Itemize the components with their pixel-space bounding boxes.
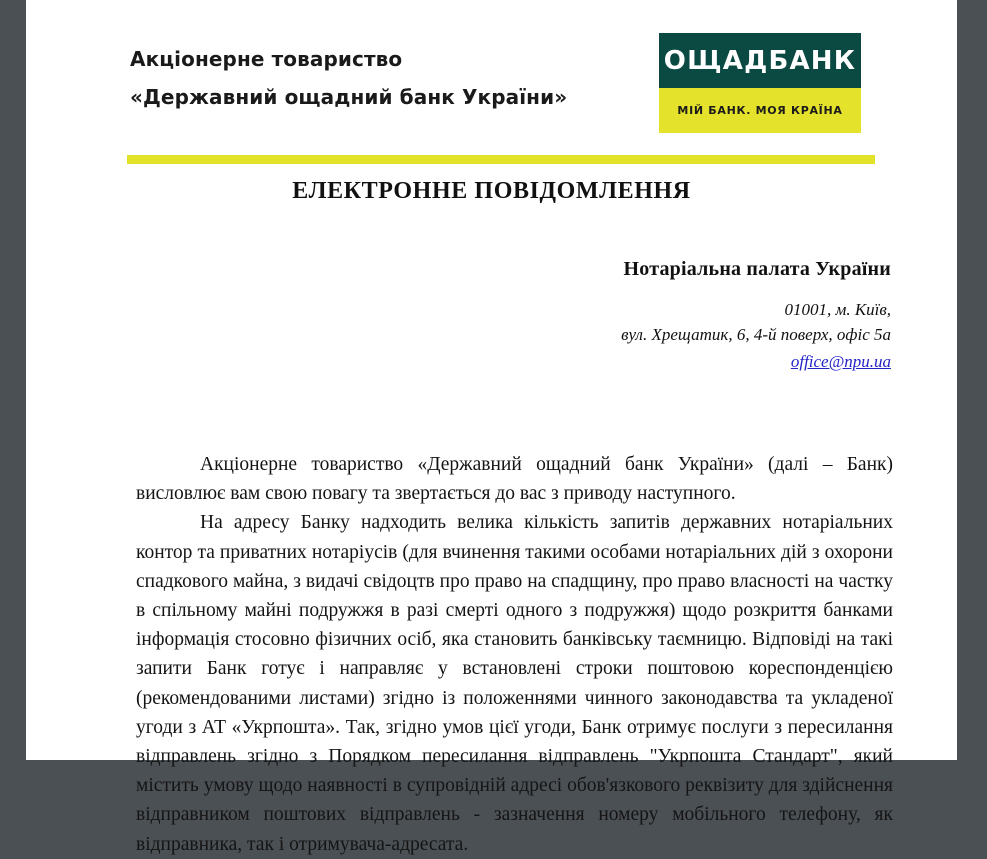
logo-slogan-text: МІЙ БАНК. МОЯ КРАЇНА: [677, 104, 843, 117]
addressee-name: Нотаріальна палата України: [623, 258, 891, 280]
organization-name-line2: «Державний ощадний банк України»: [130, 85, 568, 109]
letter-page: [26, 0, 957, 855]
letterhead-divider: [127, 155, 875, 164]
addressee-address-line1: 01001, м. Київ,: [784, 300, 891, 319]
addressee-address-line2: вул. Хрещатик, 6, 4-й поверх, офіс 5а: [621, 325, 891, 344]
organization-name-line1: Акціонерне товариство: [130, 47, 403, 71]
logo-brand-band: [659, 33, 861, 88]
document-title: ЕЛЕКТРОННЕ ПОВІДОМЛЕННЯ: [292, 178, 691, 204]
logo-slogan-band: [659, 88, 861, 133]
letter-body: [136, 450, 893, 859]
logo-brand-text: ОЩАДБАНК: [663, 45, 857, 76]
addressee-address: [446, 297, 891, 374]
viewer-gutter-left: [0, 0, 26, 760]
letterhead: [26, 0, 957, 150]
oschadbank-logo: [659, 33, 861, 133]
body-paragraph-1: Акціонерне товариство «Державний ощадний банк України» (далі – Банк) висловлює вам свою повагу та звертається до вас з приводу наступного.: [136, 454, 893, 505]
body-paragraph-2: На адресу Банку надходить велика кількість запитів державних нотаріальних контор та приватних нотаріусів (для вчинення такими особами нотаріальних дій з охорони спадкового майна, з видачі свідоцтв про право на спадщину, про право власності на частку в спільному майні подружжя в разі смерті одного з подружжя) щодо розкриття банками інформація стосовно фізичних осіб, яка становить банківську таємницю. Відповіді на такі запити Банк готує і направляє у встановлені строки поштовою кореспонденцією (рекомендованими листами) згідно із положеннями чинного законодавства та укладеної угоди з АТ «Укрпошта». Так, згідно умов цієї угоди, Банк отримує послуги з пересилання відправлень згідно з Порядком пересилання відправлень "Укрпошта Стандарт", який містить умову щодо наявності в супровідній адресі обов'язкового реквізиту для здійснення відправником поштових відправлень - зазначення номеру мобільного телефону, як відправника, так і отримувача-адресата.: [136, 512, 893, 855]
addressee-email-link[interactable]: office@npu.ua: [790, 352, 891, 371]
addressee-block: [446, 258, 891, 374]
organization-name: [130, 40, 650, 116]
viewer-gutter-right: [957, 0, 987, 760]
